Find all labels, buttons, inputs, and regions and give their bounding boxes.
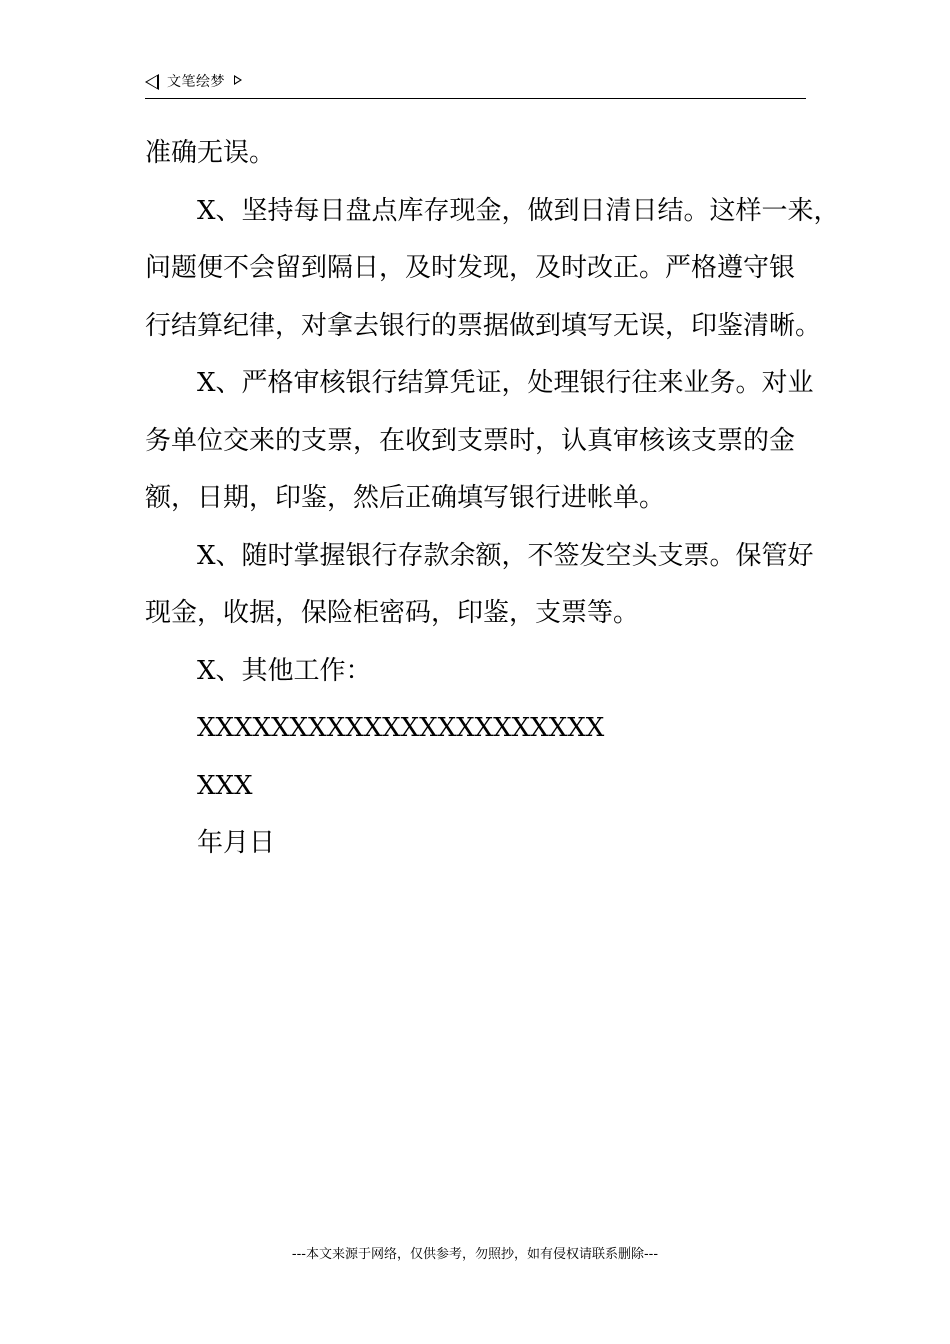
paragraph-line: X、严格审核银行结算凭证，处理银行往来业务。对业 — [197, 368, 814, 398]
paragraph-line: X、随时掌握银行存款余额，不签发空头支票。保管好 — [197, 540, 814, 571]
paragraph-line: X、坚持每日盘点库存现金，做到日清日结。这样一来， — [197, 195, 840, 226]
page-header — [145, 70, 806, 99]
paragraph-line: 行结算纪律，对拿去银行的票据做到填写无误，印鉴清晰。 — [145, 310, 822, 341]
signature-name: XXX — [197, 770, 253, 801]
page-footer: ---本文来源于网络，仅供参考，勿照抄，如有侵权请联系删除--- — [291, 1247, 659, 1262]
signature-date: 年月日 — [197, 828, 276, 858]
paragraph-line: 问题便不会留到隔日，及时发现，及时改正。严格遵守银 — [145, 253, 796, 283]
paragraph-line: 务单位交来的支票，在收到支票时，认真审核该支票的金 — [145, 425, 796, 456]
paragraph-line: 准确无误。 — [145, 138, 276, 168]
placeholder-line: XXXXXXXXXXXXXXXXXXXXXX — [197, 713, 605, 743]
triangle-right-icon — [234, 75, 242, 85]
paragraph-line: 现金，收据，保险柜密码，印鉴，支票等。 — [145, 598, 640, 628]
triangle-left-icon — [145, 74, 159, 90]
paragraph-line: X、其他工作： — [197, 655, 372, 686]
paragraph-line: 额，日期，印鉴，然后正确填写银行进帐单。 — [145, 483, 666, 513]
document-body — [145, 125, 840, 873]
header-title: 文笔绘梦 — [167, 74, 225, 90]
